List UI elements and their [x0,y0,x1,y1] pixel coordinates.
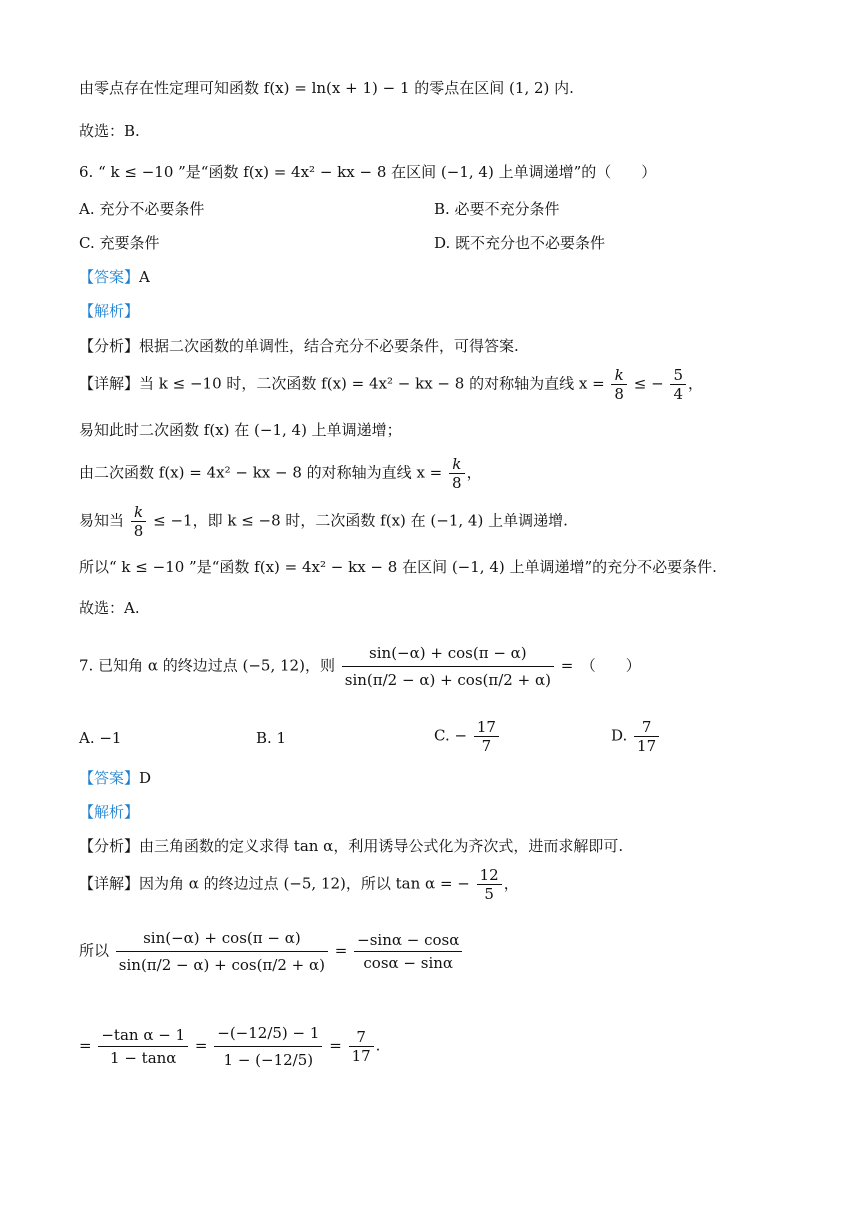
fraction: $\frac{5}{4}$ [670,366,686,403]
text-line: 由零点存在性定理可知函数 f(x) = ln(x + 1) − 1 的零点在区间 (1, 2) 内. [79,79,574,97]
option-b: B. 1 [256,729,287,747]
equals: = [79,1036,92,1055]
equation-line [79,925,464,978]
fraction: $\frac{\text{−tan α − 1}}{1 - \tan\alpha}$ [98,1024,188,1069]
analysis-heading [79,301,139,321]
analysis-heading [79,802,139,822]
equals: = [194,1036,208,1055]
text-line: 故选：B. [79,122,140,140]
text: = （ ） [560,656,641,675]
option-d: D. 既不充分也不必要条件 [434,234,606,252]
fraction: $\frac{\sin(-\alpha) + \cos(\pi - \alpha)}{\sin(\pi/2 - \alpha) + \cos(\pi/2 + \alpha)}$ [342,640,554,693]
option-c: C. 充要条件 [79,234,160,252]
option-a: A. 充分不必要条件 [79,200,205,218]
text: 由二次函数 f(x) = 4x² − kx − 8 的对称轴为直线 x = [79,463,443,482]
text-line [79,455,482,492]
fenxi-text: 根据二次函数的单调性，结合充分不必要条件，可得答案. [139,337,519,355]
fraction: $\frac{-(-12/5) - 1}{1 - (-12/5)}$ [214,1020,322,1073]
analysis-line [79,336,519,356]
punct: . [375,1036,381,1055]
text: ≤ −1，即 k ≤ −8 时，二次函数 f(x) 在 (−1, 4) 上单调递增. [153,511,568,530]
equation-line [79,1020,380,1073]
question-6: 6. “ k ≤ −10 ”是“函数 f(x) = 4x² − kx − 8 在区间 (−1, 4) 上单调递增”的（ ） [79,163,657,181]
analysis-tag: 【解析】 [79,803,140,821]
text-line: 所以“ k ≤ −10 ”是“函数 f(x) = 4x² − kx − 8 在区间 (−1, 4) 上单调递增”的充分不必要条件. [79,558,717,576]
answer-value: A [139,268,150,286]
text: 易知当 [79,511,125,530]
answer-value: D [139,769,152,787]
analysis-line [79,836,623,856]
fraction: $\frac{17}{7}$ [474,718,499,755]
fenxi-tag: 【分析】 [79,337,140,355]
fraction: $\frac{7}{17}$ [349,1028,374,1065]
fenxi-text: 由三角函数的定义求得 tan α，利用诱导公式化为齐次式，进而求解即可. [139,837,624,855]
answer-tag: 【答案】 [79,769,140,787]
text: 因为角 α 的终边过点 (−5, 12)，所以 tan α = − [139,874,470,893]
fraction: $\frac{k}{8}$ [611,366,627,403]
fraction: $\frac{-\sin\alpha - \cos\alpha}{\cos\alpha - \sin\alpha}$ [354,929,462,974]
detail-line [79,366,703,403]
detail-tag: 【详解】 [79,874,140,893]
fraction: $\frac{k}{8}$ [449,455,465,492]
fraction: $\frac{k}{8}$ [131,503,147,540]
answer-line [79,267,150,287]
text: C. − [434,726,468,745]
fraction: $\frac{\sin(-\alpha) + \cos(\pi - \alpha)}{\sin(\pi/2 - \alpha) + \cos(\pi/2 + \alpha)}$ [116,925,328,978]
punct: ， [466,463,482,482]
question-7 [79,640,641,693]
fenxi-tag: 【分析】 [79,837,140,855]
text-line [79,503,568,540]
punct: ， [503,874,519,893]
option-c [434,718,501,755]
equals: = [334,941,348,960]
option-a: A. −1 [79,729,122,747]
analysis-tag: 【解析】 [79,302,140,320]
equals: = [329,1036,342,1055]
text: 所以 [79,941,110,960]
text-line: 易知此时二次函数 f(x) 在 (−1, 4) 上单调递增； [79,421,402,439]
fraction: $\frac{12}{5}$ [477,866,502,903]
punct: ， [687,374,703,393]
inequality: ≤ − [633,374,664,393]
option-b: B. 必要不充分条件 [434,200,560,218]
answer-line [79,768,151,788]
text: D. [611,726,628,745]
answer-tag: 【答案】 [79,268,140,286]
detail-text: 当 k ≤ −10 时，二次函数 f(x) = 4x² − kx − 8 的对称轴为直线 x = [139,374,605,393]
fraction: $\frac{7}{17}$ [634,718,659,755]
text: 7. 已知角 α 的终边过点 (−5, 12)，则 [79,656,335,675]
option-d [611,718,661,755]
detail-line [79,866,519,903]
detail-tag: 【详解】 [79,374,140,393]
text-line: 故选：A. [79,599,140,617]
